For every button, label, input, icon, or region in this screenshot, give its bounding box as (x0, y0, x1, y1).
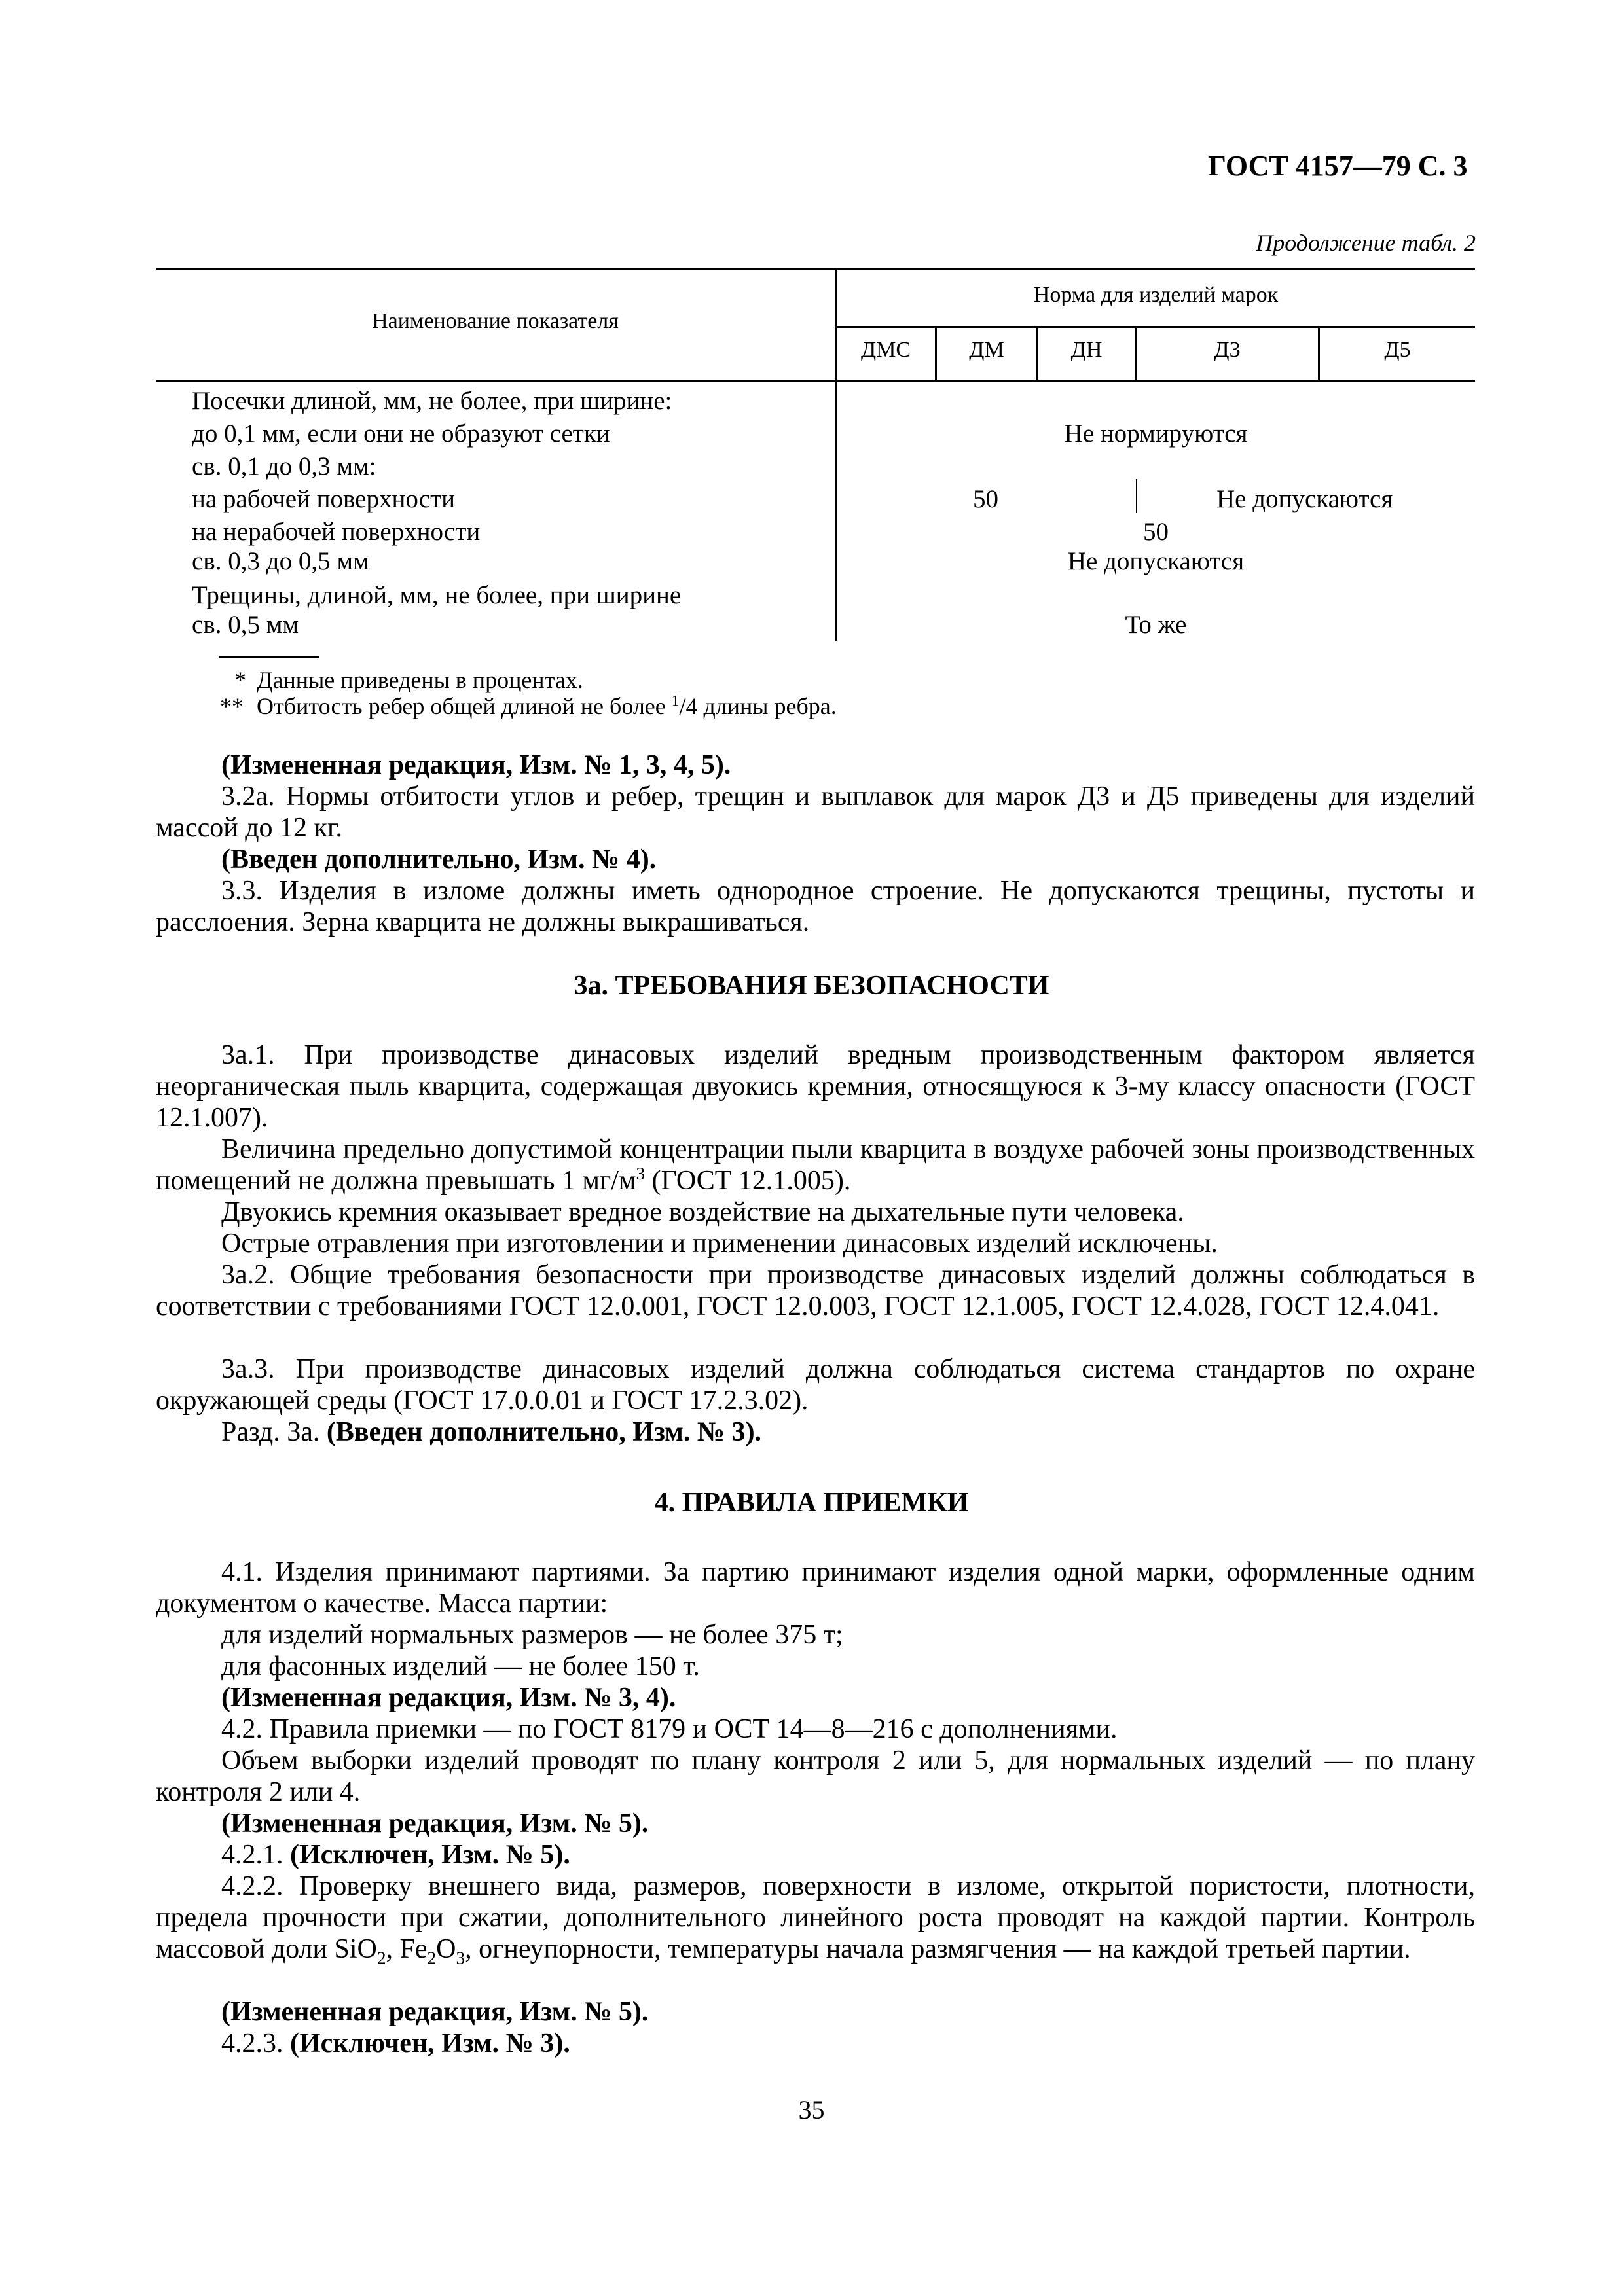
document-header: ГОСТ 4157—79 С. 3 (1208, 150, 1468, 182)
paragraph-3a-3: 3а.3. При производстве динасовых изделий должна соблюдаться система стандартов по охране окружающей среды (ГОСТ 17.0.0.01 и ГОСТ 17.2.3.02). (156, 1354, 1475, 1416)
paragraph-text: для изделий нормальных размеров — не более 375 т; (221, 1620, 843, 1650)
amendment-note: (Измененная редакция, Изм. № 1, 3, 4, 5). (221, 750, 731, 780)
table-value-separator (1136, 479, 1137, 513)
paragraph-4-2-2 (156, 1871, 1475, 1968)
subscript: 2 (427, 1948, 437, 1968)
column-header-mark: ДМС (860, 338, 911, 362)
table-divider-main (835, 268, 837, 641)
column-header-mark: ДН (1070, 338, 1103, 362)
footnote-rule (219, 656, 319, 658)
paragraph-text: Объем выборки изделий проводят по плану контроля 2 или 5, для нормальных изделий — по плану контроля 2 или 4. (156, 1746, 1475, 1807)
paragraph-4-2-1 (156, 1839, 1475, 1871)
footnote-2-text: Отбитость ребер общей длиной не более (257, 693, 672, 719)
table-row-label: Трещины, длиной, мм, не более, при ширине (192, 581, 682, 609)
table-row-label: на рабочей поверхности (192, 485, 456, 513)
table-row-label: Посечки длиной, мм, не более, при ширине: (192, 387, 672, 415)
table-row-label: св. 0,5 мм (192, 611, 299, 639)
table-value: 50 (1143, 518, 1169, 546)
paragraph-text-end: , огнеупорности, температуры начала размягчения — на каждой третьей партии. (465, 1934, 1411, 1964)
amendment-note: (Измененная редакция, Изм. № 3, 4). (221, 1683, 676, 1713)
table-value: Не допускаются (1067, 547, 1245, 575)
section-title-4: 4. ПРАВИЛА ПРИЕМКИ (654, 1488, 969, 1518)
amendment-note: (Введен дополнительно, Изм. № 4). (221, 844, 657, 874)
table-value: Не нормируются (1064, 420, 1248, 448)
paragraph-text: 4.2.1. (221, 1840, 290, 1870)
amendment-text: (Исключен, Изм. № 3). (290, 2028, 570, 2058)
table-value: Не допускаются (1216, 485, 1393, 513)
column-header-mark: ДМ (969, 338, 1004, 362)
paragraph-text: , Fe (386, 1934, 428, 1964)
paragraph-text: Разд. 3а. (221, 1417, 327, 1447)
footnote-2 (257, 692, 837, 720)
table-row-label: св. 0,3 до 0,5 мм (192, 547, 369, 575)
column-header-parameter: Наименование показателя (372, 309, 619, 333)
subscript: 3 (456, 1948, 465, 1968)
amendment-text: (Исключен, Изм. № 5). (290, 1840, 570, 1870)
subscript: 2 (376, 1948, 386, 1968)
paragraph-text: O (436, 1934, 456, 1964)
paragraph-text: Двуокись кремния оказывает вредное воздействие на дыхательные пути человека. (221, 1197, 1184, 1227)
amendment-note: (Измененная редакция, Изм. № 5). (221, 1808, 649, 1839)
column-group-header: Норма для изделий марок (1033, 283, 1279, 307)
column-header-mark: Д5 (1384, 338, 1411, 362)
paragraph-3-3: 3.3. Изделия в изломе должны иметь однородное строение. Не допускаются трещины, пустоты и расслоения. Зерна кварцита не должны выкрашиваться. (156, 876, 1475, 937)
paragraph-text: 4.2.3. (221, 2028, 290, 2058)
paragraph-4-2-3 (156, 2028, 1475, 2059)
paragraph-concentration (156, 1134, 1475, 1196)
amendment-note: (Измененная редакция, Изм. № 5). (221, 1997, 649, 2027)
fraction-denominator: /4 (679, 693, 698, 719)
paragraph-4-2: 4.2. Правила приемки — по ГОСТ 8179 и ОСТ 14—8—216 с дополнениями. (221, 1714, 1118, 1744)
page-number: 35 (798, 2095, 825, 2125)
paragraph-4-1: 4.1. Изделия принимают партиями. За партию принимают изделия одной марки, оформленные одним документом о качестве. Масса партии: (156, 1557, 1475, 1619)
table-value: То же (1125, 611, 1187, 639)
table-row-label: св. 0,1 до 0,3 мм: (192, 452, 376, 480)
table-continuation-label: Продолжение табл. 2 (1256, 230, 1476, 256)
table-subheader-rule (837, 326, 1475, 328)
footnote-2-text-end: длины ребра. (697, 693, 837, 719)
superscript: 3 (636, 1164, 646, 1183)
paragraph-text: Острые отравления при изготовлении и применении динасовых изделий исключены. (221, 1229, 1218, 1259)
paragraph-text-end: (ГОСТ 12.1.005). (645, 1166, 851, 1196)
table-top-rule (156, 268, 1475, 270)
column-header-mark: Д3 (1214, 338, 1241, 362)
footnote-mark: ** (220, 693, 244, 719)
amendment-note (156, 1416, 1475, 1448)
paragraph-3a-1: 3а.1. При производстве динасовых изделий вредным производственным фактором является неорганическая пыль кварцита, содержащая двуокись кремния, относящуюся к 3-му классу опасности (ГОСТ 12.1.007). (156, 1040, 1475, 1133)
table-row-label: до 0,1 мм, если они не образуют сетки (192, 420, 610, 448)
paragraph-3-2a: 3.2а. Нормы отбитости углов и ребер, трещин и выплавок для марок Д3 и Д5 приведены для изделий массой до 12 кг. (156, 781, 1475, 843)
table-header-bottom-rule (156, 380, 1475, 382)
paragraph-text: 4.2.2. Проверку внешнего вида, размеров, поверхности в изломе, открытой пористости, плотности, предела прочности при сжатии, дополнительного линейного роста проводят на каждой партии. Контроль массовой доли SiO (156, 1871, 1475, 1964)
paragraph-text: для фасонных изделий — не более 150 т. (221, 1651, 700, 1681)
table-value: 50 (973, 485, 998, 513)
table-row-label: на нерабочей поверхности (192, 518, 481, 546)
section-title-3a: 3а. ТРЕБОВАНИЯ БЕЗОПАСНОСТИ (574, 971, 1049, 1001)
footnote-mark: * (234, 667, 246, 693)
footnote-1: Данные приведены в процентах. (257, 667, 583, 693)
paragraph-3a-2: 3а.2. Общие требования безопасности при производстве динасовых изделий должны соблюдаться в соответствии с требованиями ГОСТ 12.0.001, ГОСТ 12.0.003, ГОСТ 12.1.005, ГОСТ 12.4.028, ГОСТ 12.4.041. (156, 1260, 1475, 1321)
fraction-numerator: 1 (671, 692, 680, 709)
amendment-text: (Введен дополнительно, Изм. № 3). (326, 1417, 762, 1447)
paragraph-text: Величина предельно допустимой концентрации пыли кварцита в воздухе рабочей зоны производственных помещений не должна превышать 1 мг/м (156, 1134, 1475, 1196)
